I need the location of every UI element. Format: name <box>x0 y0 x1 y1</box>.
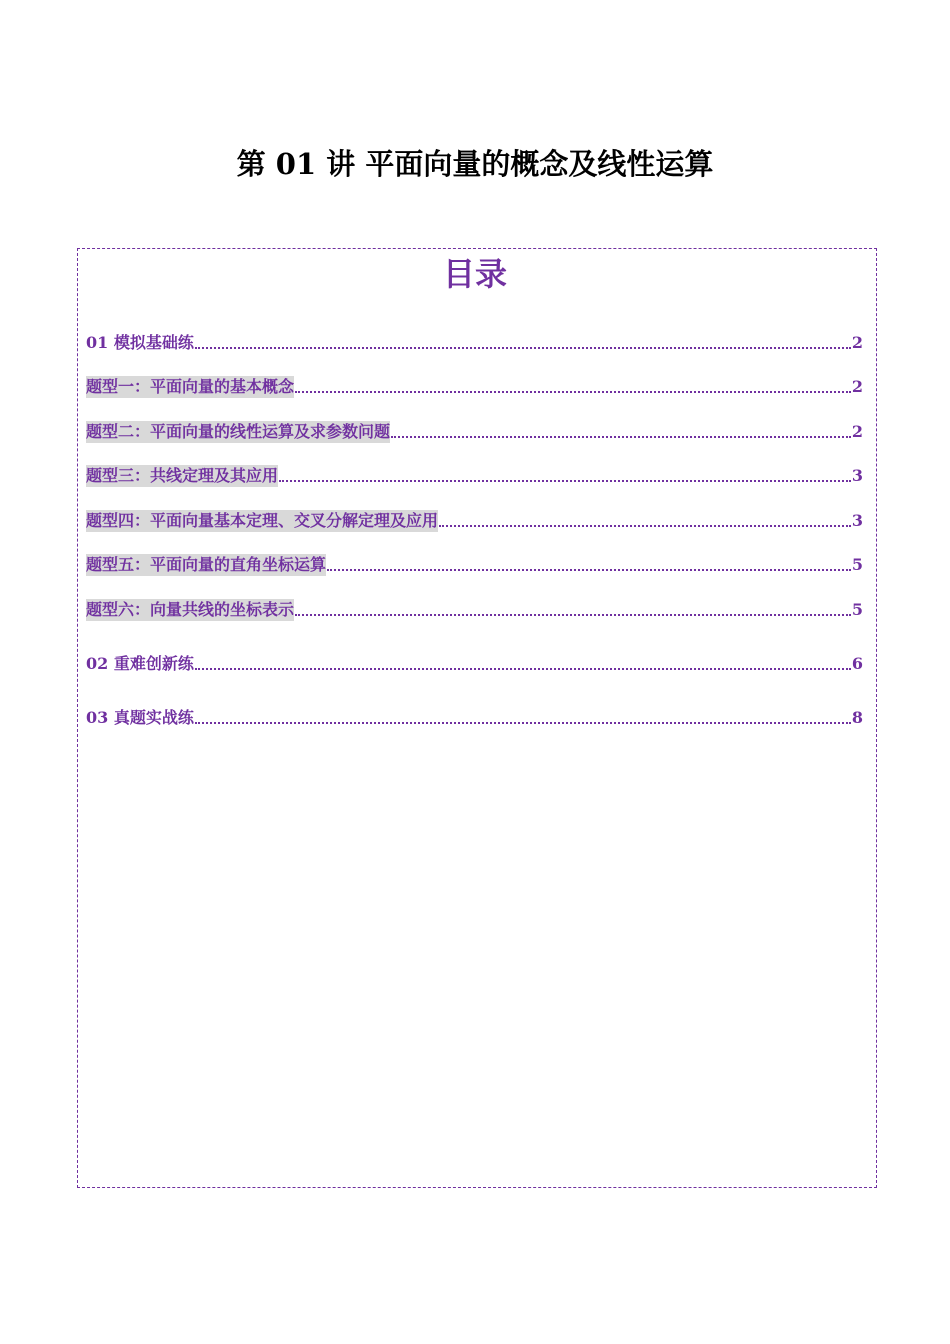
toc-leader-dots <box>327 569 851 571</box>
toc-heading: 目录 <box>442 255 507 293</box>
toc-entry-page: 3 <box>851 511 863 530</box>
toc-entry-page: 2 <box>851 377 863 396</box>
toc-entry-page: 5 <box>851 600 863 619</box>
toc-entry-label: 题型六：向量共线的坐标表示 <box>86 600 295 619</box>
toc-entry-topic-6[interactable] <box>86 597 863 621</box>
toc-entry-section-01[interactable] <box>86 330 863 354</box>
toc-leader-dots <box>195 722 851 724</box>
toc-entry-page: 2 <box>851 333 863 352</box>
toc-entry-label: 题型五：平面向量的直角坐标运算 <box>86 555 327 574</box>
toc-entry-topic-1[interactable] <box>86 374 863 398</box>
toc-leader-dots <box>195 668 851 670</box>
document-title: 第 01 讲 平面向量的概念及线性运算 <box>236 147 714 181</box>
toc-entry-label: 题型三：共线定理及其应用 <box>86 466 279 485</box>
toc-leader-dots <box>195 347 851 349</box>
toc-entry-section-02[interactable] <box>86 651 863 675</box>
toc-entry-label: 03 真题实战练 <box>86 708 194 727</box>
toc-entry-topic-3[interactable] <box>86 463 863 487</box>
toc-leader-dots <box>279 480 851 482</box>
toc-entry-label: 02 重难创新练 <box>86 654 194 673</box>
toc-entry-section-03[interactable] <box>86 705 863 729</box>
toc-entry-topic-2[interactable] <box>86 419 863 443</box>
toc-entry-page: 6 <box>851 654 863 673</box>
toc-entry-topic-4[interactable] <box>86 508 863 532</box>
toc-entry-label: 01 模拟基础练 <box>86 333 194 352</box>
toc-entry-page: 5 <box>851 555 863 574</box>
toc-entry-label: 题型一：平面向量的基本概念 <box>86 377 295 396</box>
toc-entry-topic-5[interactable] <box>86 552 863 576</box>
toc-entry-label: 题型四：平面向量基本定理、交叉分解定理及应用 <box>86 511 439 530</box>
toc-leader-dots <box>295 614 851 616</box>
toc-leader-dots <box>295 391 851 393</box>
toc-leader-dots <box>439 525 851 527</box>
toc-entry-page: 3 <box>851 466 863 485</box>
toc-entry-page: 8 <box>851 708 863 727</box>
toc-entry-page: 2 <box>851 422 863 441</box>
toc-leader-dots <box>391 436 851 438</box>
toc-entry-label: 题型二：平面向量的线性运算及求参数问题 <box>86 422 391 441</box>
